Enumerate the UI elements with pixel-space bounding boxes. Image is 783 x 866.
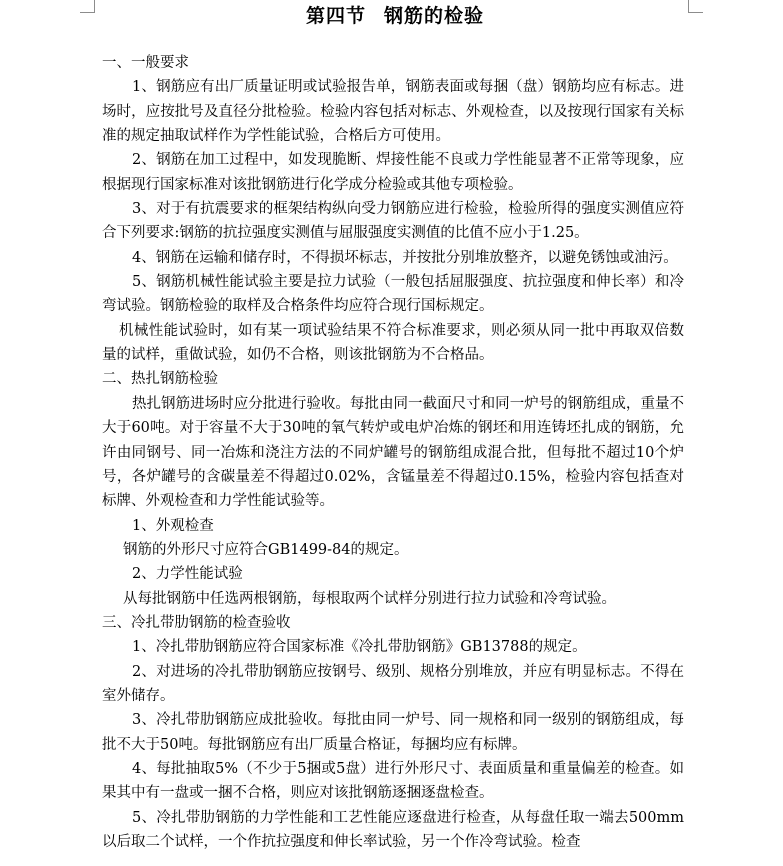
paragraph-18: 5、冷扎带肋钢筋的力学性能和工艺性能应逐盘进行检查，从每盘任取一端去500mm以后取二个试样，一个作抗拉强度和伸长率试验，另一个作冷弯试验。检查 xyxy=(102,809,684,850)
section-heading: 钢筋的检验 xyxy=(384,5,485,27)
document-body xyxy=(102,32,684,854)
page-corner-mark-right xyxy=(688,0,703,13)
paragraph-10: 钢筋的外形尺寸应符合GB1499-84的规定。 xyxy=(123,541,409,558)
paragraph-5: 5、钢筋机械性能试验主要是拉力试验（一般包括屈服强度、抗拉强度和伸长率）和冷弯试验。钢筋检验的取样及合格条件均应符合现行国标规定。 xyxy=(102,274,684,315)
section-number: 第四节 xyxy=(305,5,366,27)
paragraph-17: 4、每批抽取5%（不少于5捆或5盘）进行外形尺寸、表面质量和重量偏差的检查。如果其中有一盘或一捆不合格，则应对该批钢筋逐捆逐盘检查。 xyxy=(102,760,684,802)
section-heading-7: 二、热扎钢筋检验 xyxy=(102,371,218,388)
section-heading-0: 一、一般要求 xyxy=(102,55,189,71)
page-corner-mark-left xyxy=(80,0,95,13)
paragraph-12: 从每批钢筋中任选两根钢筋，每根取两个试样分别进行拉力试验和冷弯试验。 xyxy=(123,590,616,607)
paragraph-2: 2、钢筋在加工过程中，如发现脆断、焊接性能不良或力学性能显著不正常等现象，应根据现行国家标准对该批钢筋进行化学成分检验或其他专项检验。 xyxy=(102,152,684,193)
paragraph-8: 热扎钢筋进场时应分批进行验收。每批由同一截面尺寸和同一炉号的钢筋组成，重量不大于60吨。对于容量不大于30吨的氧气转炉或电炉冶炼的钢坯和用连铸坯扎成的钢筋，允许由同钢号、同一冶炼和浇注方法的不同炉罐号的钢筋组成混合批，但每批不超过10个炉号，各炉罐号的含碳量差不得超过0.02%，含锰量差不得超过0.15%，检验内容包括查对标牌、外观检查和力学性能试验等。 xyxy=(102,395,684,510)
paragraph-15: 2、对进场的冷扎带肋钢筋应按钢号、级别、规格分别堆放，并应有明显标志。不得在室外储存。 xyxy=(102,663,684,704)
paragraph-3: 3、对于有抗震要求的框架结构纵向受力钢筋应进行检验，检验所得的强度实测值应符合下列要求:钢筋的抗拉强度实测值与屈服强度实测值的比值不应小于1.25。 xyxy=(102,201,684,242)
paragraph-14: 1、冷扎带肋钢筋应符合国家标准《冷扎带肋钢筋》GB13788的规定。 xyxy=(132,639,587,656)
section-heading-13: 三、冷扎带肋钢筋的检查验收 xyxy=(102,614,291,631)
section-title xyxy=(102,0,684,32)
paragraph-11: 2、力学性能试验 xyxy=(132,566,243,583)
paragraph-9: 1、外观检查 xyxy=(132,517,214,534)
paragraph-4: 4、钢筋在运输和储存时，不得损坏标志，并按批分别堆放整齐，以避免锈蚀或油污。 xyxy=(132,249,678,266)
paragraph-1: 1、钢筋应有出厂质量证明或试验报告单，钢筋表面或每捆（盘）钢筋均应有标志。进场时，应按批号及直径分批检验。检验内容包括对标志、外观检查，以及按现行国家有关标准的规定抽取试样作为学性能试验，合格后方可使用。 xyxy=(102,79,684,145)
document-page xyxy=(102,0,684,854)
paragraph-16: 3、冷扎带肋钢筋应成批验收。每批由同一炉号、同一规格和同一级别的钢筋组成，每批不大于50吨。每批钢筋应有出厂质量合格证，每捆均应有标牌。 xyxy=(102,712,684,753)
paragraph-6: 机械性能试验时，如有某一项试验结果不符合标准要求，则必须从同一批中再取双倍数量的试样，重做试验，如仍不合格，则该批钢筋为不合格品。 xyxy=(102,322,684,364)
